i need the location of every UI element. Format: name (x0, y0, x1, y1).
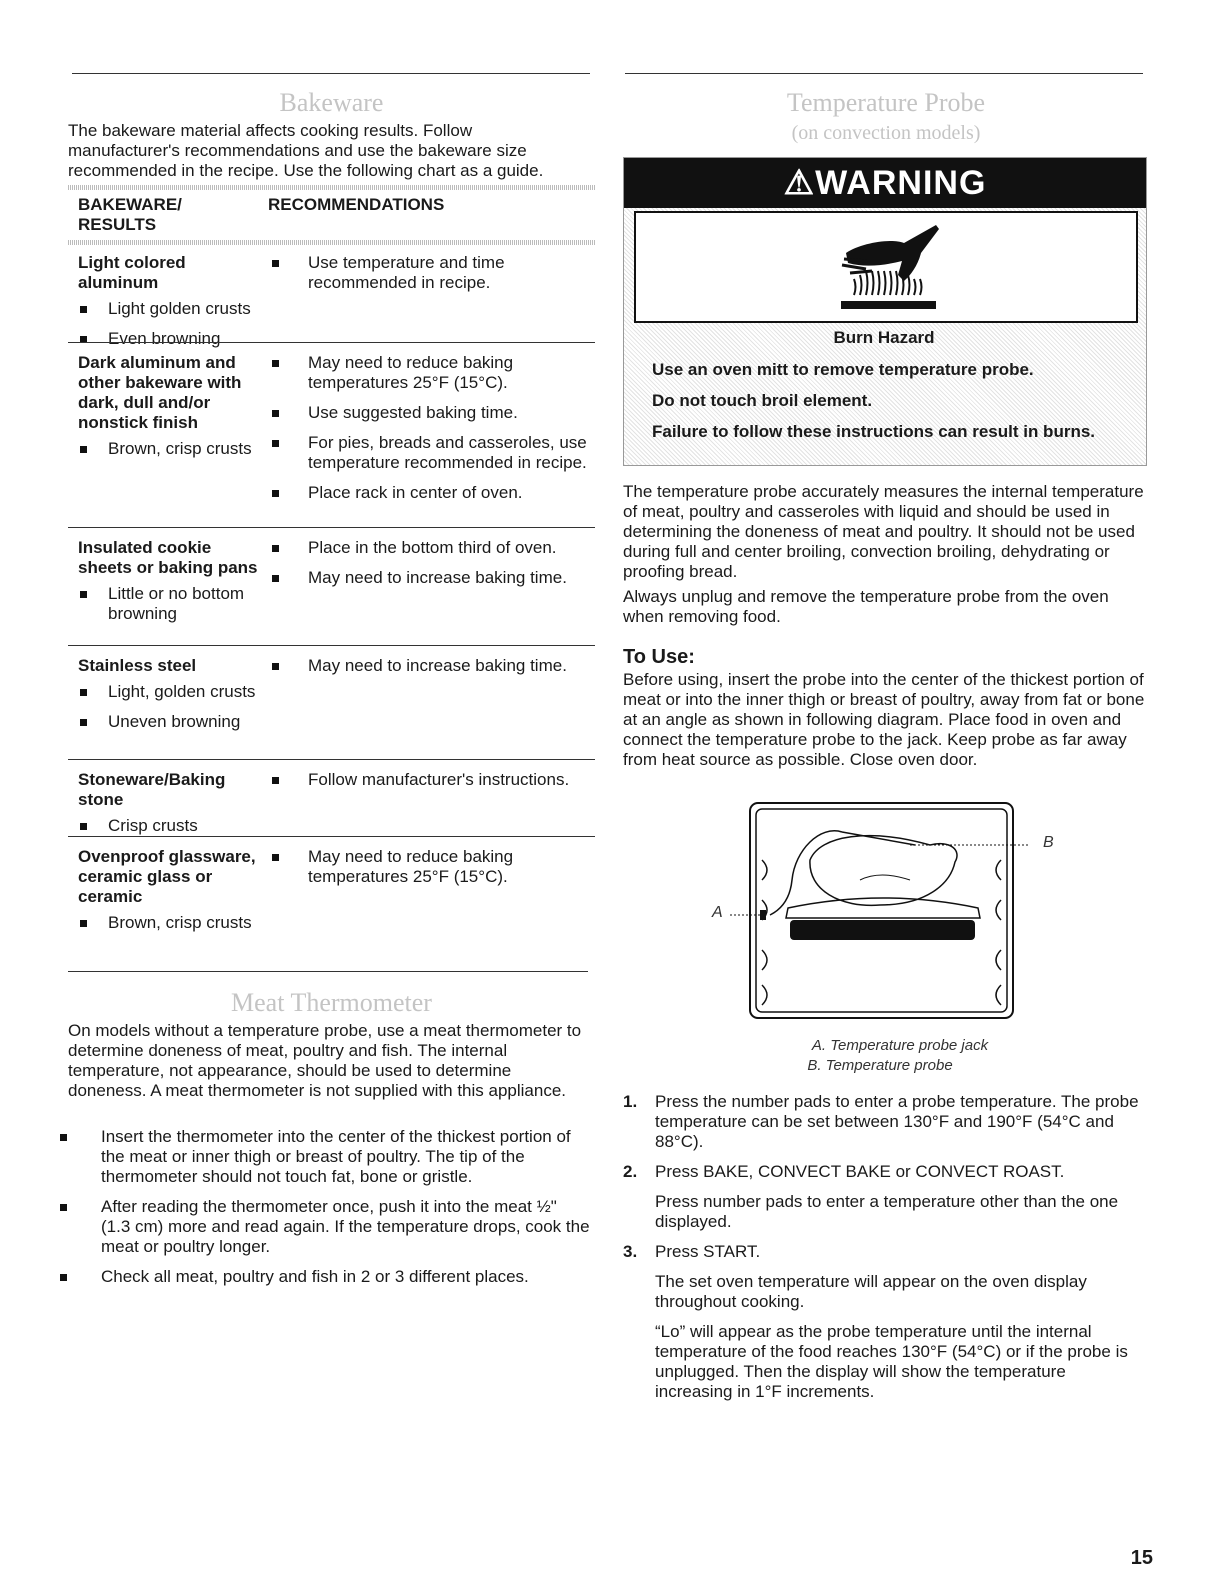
recommendation-item: Use temperature and time recommended in recipe. (268, 253, 595, 293)
warning-text (634, 328, 1134, 453)
step-note: The set oven temperature will appear on the oven display throughout cooking. (655, 1272, 1087, 1311)
step-item (623, 1092, 1145, 1152)
diagram-label-b: B (1043, 834, 1054, 851)
warning-line: Do not touch broil element. (652, 391, 873, 410)
result-item: Little or no bottom browning (78, 584, 268, 624)
recommendation-item: Use suggested baking time. (268, 403, 595, 423)
table-header (68, 195, 595, 241)
bakeware-table (68, 185, 595, 970)
step-note: “Lo” will appear as the probe temperature until the internal temperature of the food reaches 130°F (54°C) or if the probe is unplugged. Then the display will show the temperature increasing in 1°F increments. (655, 1322, 1128, 1401)
warning-header: ⚠WARNING (624, 158, 1146, 208)
recommendation-item: May need to increase baking time. (268, 656, 595, 676)
recommendation-item: Follow manufacturer's instructions. (268, 770, 595, 790)
result-item: Crisp crusts (78, 816, 268, 836)
result-item: Light, golden crusts (78, 682, 268, 702)
probe-description: The temperature probe accurately measures the internal temperature of meat, poultry and casseroles with liquid and should be used in determining the doneness of meat and poultry. It should not be used during full and center broiling, convection broiling, dehydrating or proofing bread. (623, 482, 1144, 581)
step-text: Press START. (655, 1242, 761, 1261)
list-item: Insert the thermometer into the center of the thickest portion of the meat or inner thigh or breast of poultry. The tip of the thermometer should not touch fat, bone or gristle. (58, 1127, 590, 1187)
top-rule-left (72, 73, 590, 74)
diagram-label-a: A (712, 904, 723, 921)
recommendation-item: For pies, breads and casseroles, use temperature recommended in recipe. (268, 433, 595, 473)
bakeware-intro: The bakeware material affects cooking results. Follow manufacturer's recommendations and use the bakeware size recommended in the recipe. Use the following chart as a guide. (68, 121, 544, 180)
row-divider (68, 342, 595, 343)
step-text: Press the number pads to enter a probe temperature. The probe temperature can be set between 130°F and 190°F (54°C and 88°C). (655, 1092, 1139, 1151)
step-item (623, 1162, 1145, 1232)
header-bakeware-results: BAKEWARE/ RESULTS (78, 195, 182, 234)
temperature-probe-subtitle: (on convection models) (791, 122, 981, 144)
caption-a: A. Temperature probe jack (811, 1037, 989, 1054)
bakeware-cell (78, 656, 268, 742)
table-header-border (68, 240, 595, 245)
recommendation-cell (268, 253, 595, 303)
row-divider (68, 645, 595, 646)
top-rule-right (625, 73, 1143, 74)
row-divider (68, 759, 595, 760)
recommendation-item: Place rack in center of oven. (268, 483, 595, 503)
header-recommendations: RECOMMENDATIONS (268, 195, 445, 214)
recommendation-cell (268, 538, 595, 598)
bakeware-cell (78, 253, 268, 359)
table-top-border (68, 185, 595, 190)
bakeware-title: Bakeware (279, 88, 384, 117)
result-item: Brown, crisp crusts (78, 439, 268, 459)
result-item: Even browning (78, 329, 268, 349)
page-number: 15 (1130, 1547, 1153, 1569)
recommendation-cell (268, 656, 595, 686)
bakeware-cell (78, 770, 268, 846)
bakeware-cell (78, 353, 268, 469)
bakeware-name: Insulated cookie sheets or baking pans (78, 538, 258, 577)
warning-line: Failure to follow these instructions can result in burns. (652, 422, 1096, 441)
row-divider (68, 527, 595, 528)
row-divider (68, 836, 595, 837)
recommendation-cell (268, 353, 595, 513)
bakeware-name: Ovenproof glassware, ceramic glass or ceramic (78, 847, 256, 906)
warning-line: Use an oven mitt to remove temperature probe. (652, 360, 1034, 379)
bakeware-name: Light colored aluminum (78, 253, 186, 292)
step-item (623, 1242, 1145, 1402)
probe-steps (623, 1092, 1145, 1412)
recommendation-item: May need to reduce baking temperatures 25°F (15°C). (268, 353, 595, 393)
caption-b: B. Temperature probe (807, 1057, 953, 1074)
result-item: Brown, crisp crusts (78, 913, 268, 933)
meat-thermometer-title: Meat Thermometer (231, 988, 432, 1017)
recommendation-cell (268, 770, 595, 800)
probe-unplug-note: Always unplug and remove the temperature probe from the oven when removing food. (623, 587, 1109, 626)
meat-thermometer-bullets (58, 1127, 590, 1287)
meat-thermometer-intro: On models without a temperature probe, use a meat thermometer to determine doneness of meat, poultry and fish. The internal temperature, not appearance, should be used to determine doneness. A meat thermometer is not supplied with this appliance. (68, 1021, 582, 1100)
recommendation-cell (268, 847, 595, 897)
to-use-heading: To Use: (623, 646, 695, 668)
result-item: Light golden crusts (78, 299, 268, 319)
bakeware-name: Stoneware/Baking stone (78, 770, 226, 809)
temperature-probe-title: Temperature Probe (786, 88, 986, 117)
list-item: After reading the thermometer once, push it into the meat ½" (1.3 cm) more and read again. If the temperature drops, cook the meat or poultry longer. (58, 1197, 590, 1257)
step-note: Press number pads to enter a temperature other than the one displayed. (655, 1192, 1119, 1231)
bakeware-name: Dark aluminum and other bakeware with dark, dull and/or nonstick finish (78, 353, 242, 432)
recommendation-item: May need to increase baking time. (268, 568, 595, 588)
oven-diagram (700, 800, 1060, 1025)
to-use-text: Before using, insert the probe into the center of the thickest portion of meat or into the inner thigh or breast of poultry, away from fat or bone at an angle as shown in following diagram. Place food in oven and connect the temperature probe to the jack. Keep probe as far away from heat source as possible. Close oven door. (623, 670, 1145, 769)
recommendation-item: Place in the bottom third of oven. (268, 538, 595, 558)
hand-heat-icon (636, 213, 1136, 321)
step-text: Press BAKE, CONVECT BAKE or CONVECT ROAST. (655, 1162, 1065, 1181)
bakeware-bottom-rule (68, 971, 588, 972)
recommendation-item: May need to reduce baking temperatures 25°F (15°C). (268, 847, 595, 887)
warning-box (623, 157, 1147, 466)
step-number: 1. (623, 1092, 638, 1111)
bakeware-cell (78, 847, 268, 943)
burn-hazard-label: Burn Hazard (833, 328, 935, 347)
bakeware-cell (78, 538, 268, 634)
bakeware-name: Stainless steel (78, 656, 197, 675)
step-number: 2. (623, 1162, 638, 1181)
result-item: Uneven browning (78, 712, 268, 732)
list-item: Check all meat, poultry and fish in 2 or 3 different places. (58, 1267, 590, 1287)
step-number: 3. (623, 1242, 638, 1261)
burn-hazard-picture (634, 211, 1138, 323)
